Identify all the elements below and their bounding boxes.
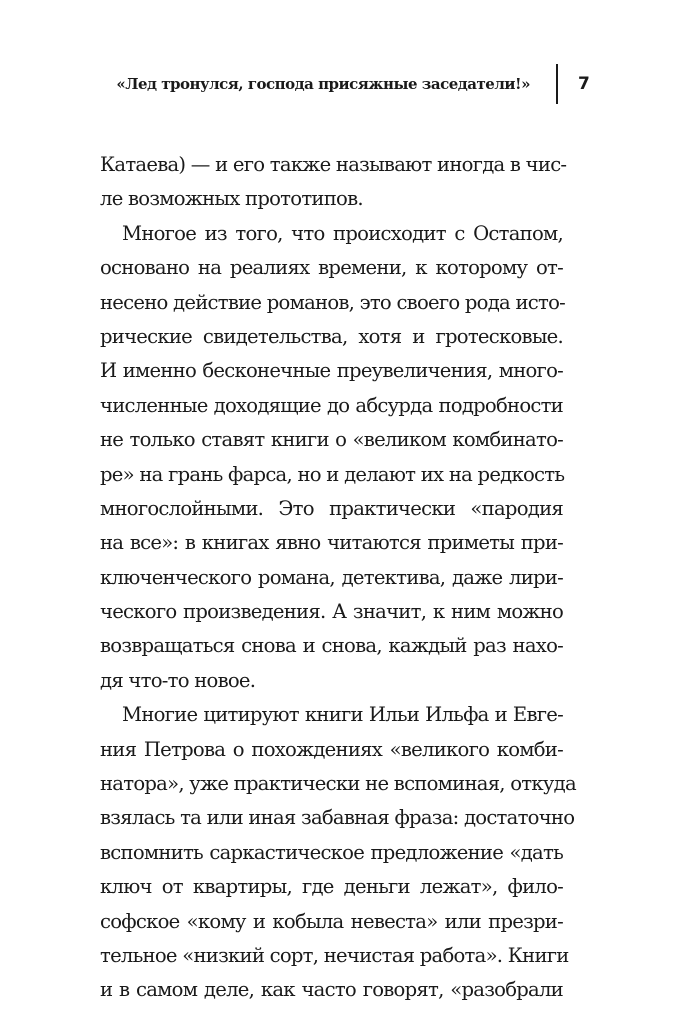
text-line: Многое из того, что происходит с Остапом,: [122, 221, 563, 245]
body-text: [100, 148, 576, 1008]
text-line: Многие цитируют книги Ильи Ильфа и Евге-: [122, 703, 563, 727]
header-divider: [556, 64, 558, 104]
text-line: не только ставят книги о «великом комбинато-: [100, 428, 563, 452]
text-line: вспомнить саркастическое предложение «дать: [100, 840, 563, 864]
text-line: несено действие романов, это своего рода исто-: [100, 290, 565, 314]
page-number: 7: [578, 74, 590, 94]
text-line: ния Петрова о похождениях «великого комби-: [100, 737, 563, 761]
text-line: натора», уже практически не вспоминая, откуда: [100, 772, 576, 796]
text-line: ключенческого романа, детектива, даже лири-: [100, 565, 563, 589]
text-line: ле возможных прототипов.: [100, 187, 363, 211]
text-line: численные доходящие до абсурда подробности: [100, 393, 563, 417]
text-line: софское «кому и кобыла невеста» или презри-: [100, 909, 563, 933]
text-line: на все»: в книгах явно читаются приметы при-: [100, 531, 563, 555]
text-line: дя что-то новое.: [100, 668, 256, 692]
text-line: рические свидетельства, хотя и гротесковые.: [100, 324, 563, 348]
text-line: Катаева) — и его также называют иногда в чис-: [100, 153, 567, 176]
text-line: и в самом деле, как часто говорят, «разобрали: [100, 978, 563, 1002]
text-line: тельное «низкий сорт, нечистая работа». Книги: [100, 943, 569, 967]
text-line: ключ от квартиры, где деньги лежат», фило-: [100, 875, 563, 899]
text-line: возвращаться снова и снова, каждый раз нахо-: [100, 634, 563, 658]
text-line: И именно бесконечные преувеличения, много-: [100, 359, 563, 383]
running-header-title: «Лед тронулся, господа присяжные заседатели!»: [116, 75, 530, 93]
text-line: взялась та или иная забавная фраза: достаточно: [100, 806, 575, 830]
text-line: основано на реалиях времени, к которому от-: [100, 256, 563, 280]
text-line: ческого произведения. А значит, к ним можно: [100, 600, 563, 624]
text-line: многослойными. Это практически «пародия: [100, 496, 563, 520]
text-line: ре» на грань фарса, но и делают их на редкость: [100, 462, 565, 486]
